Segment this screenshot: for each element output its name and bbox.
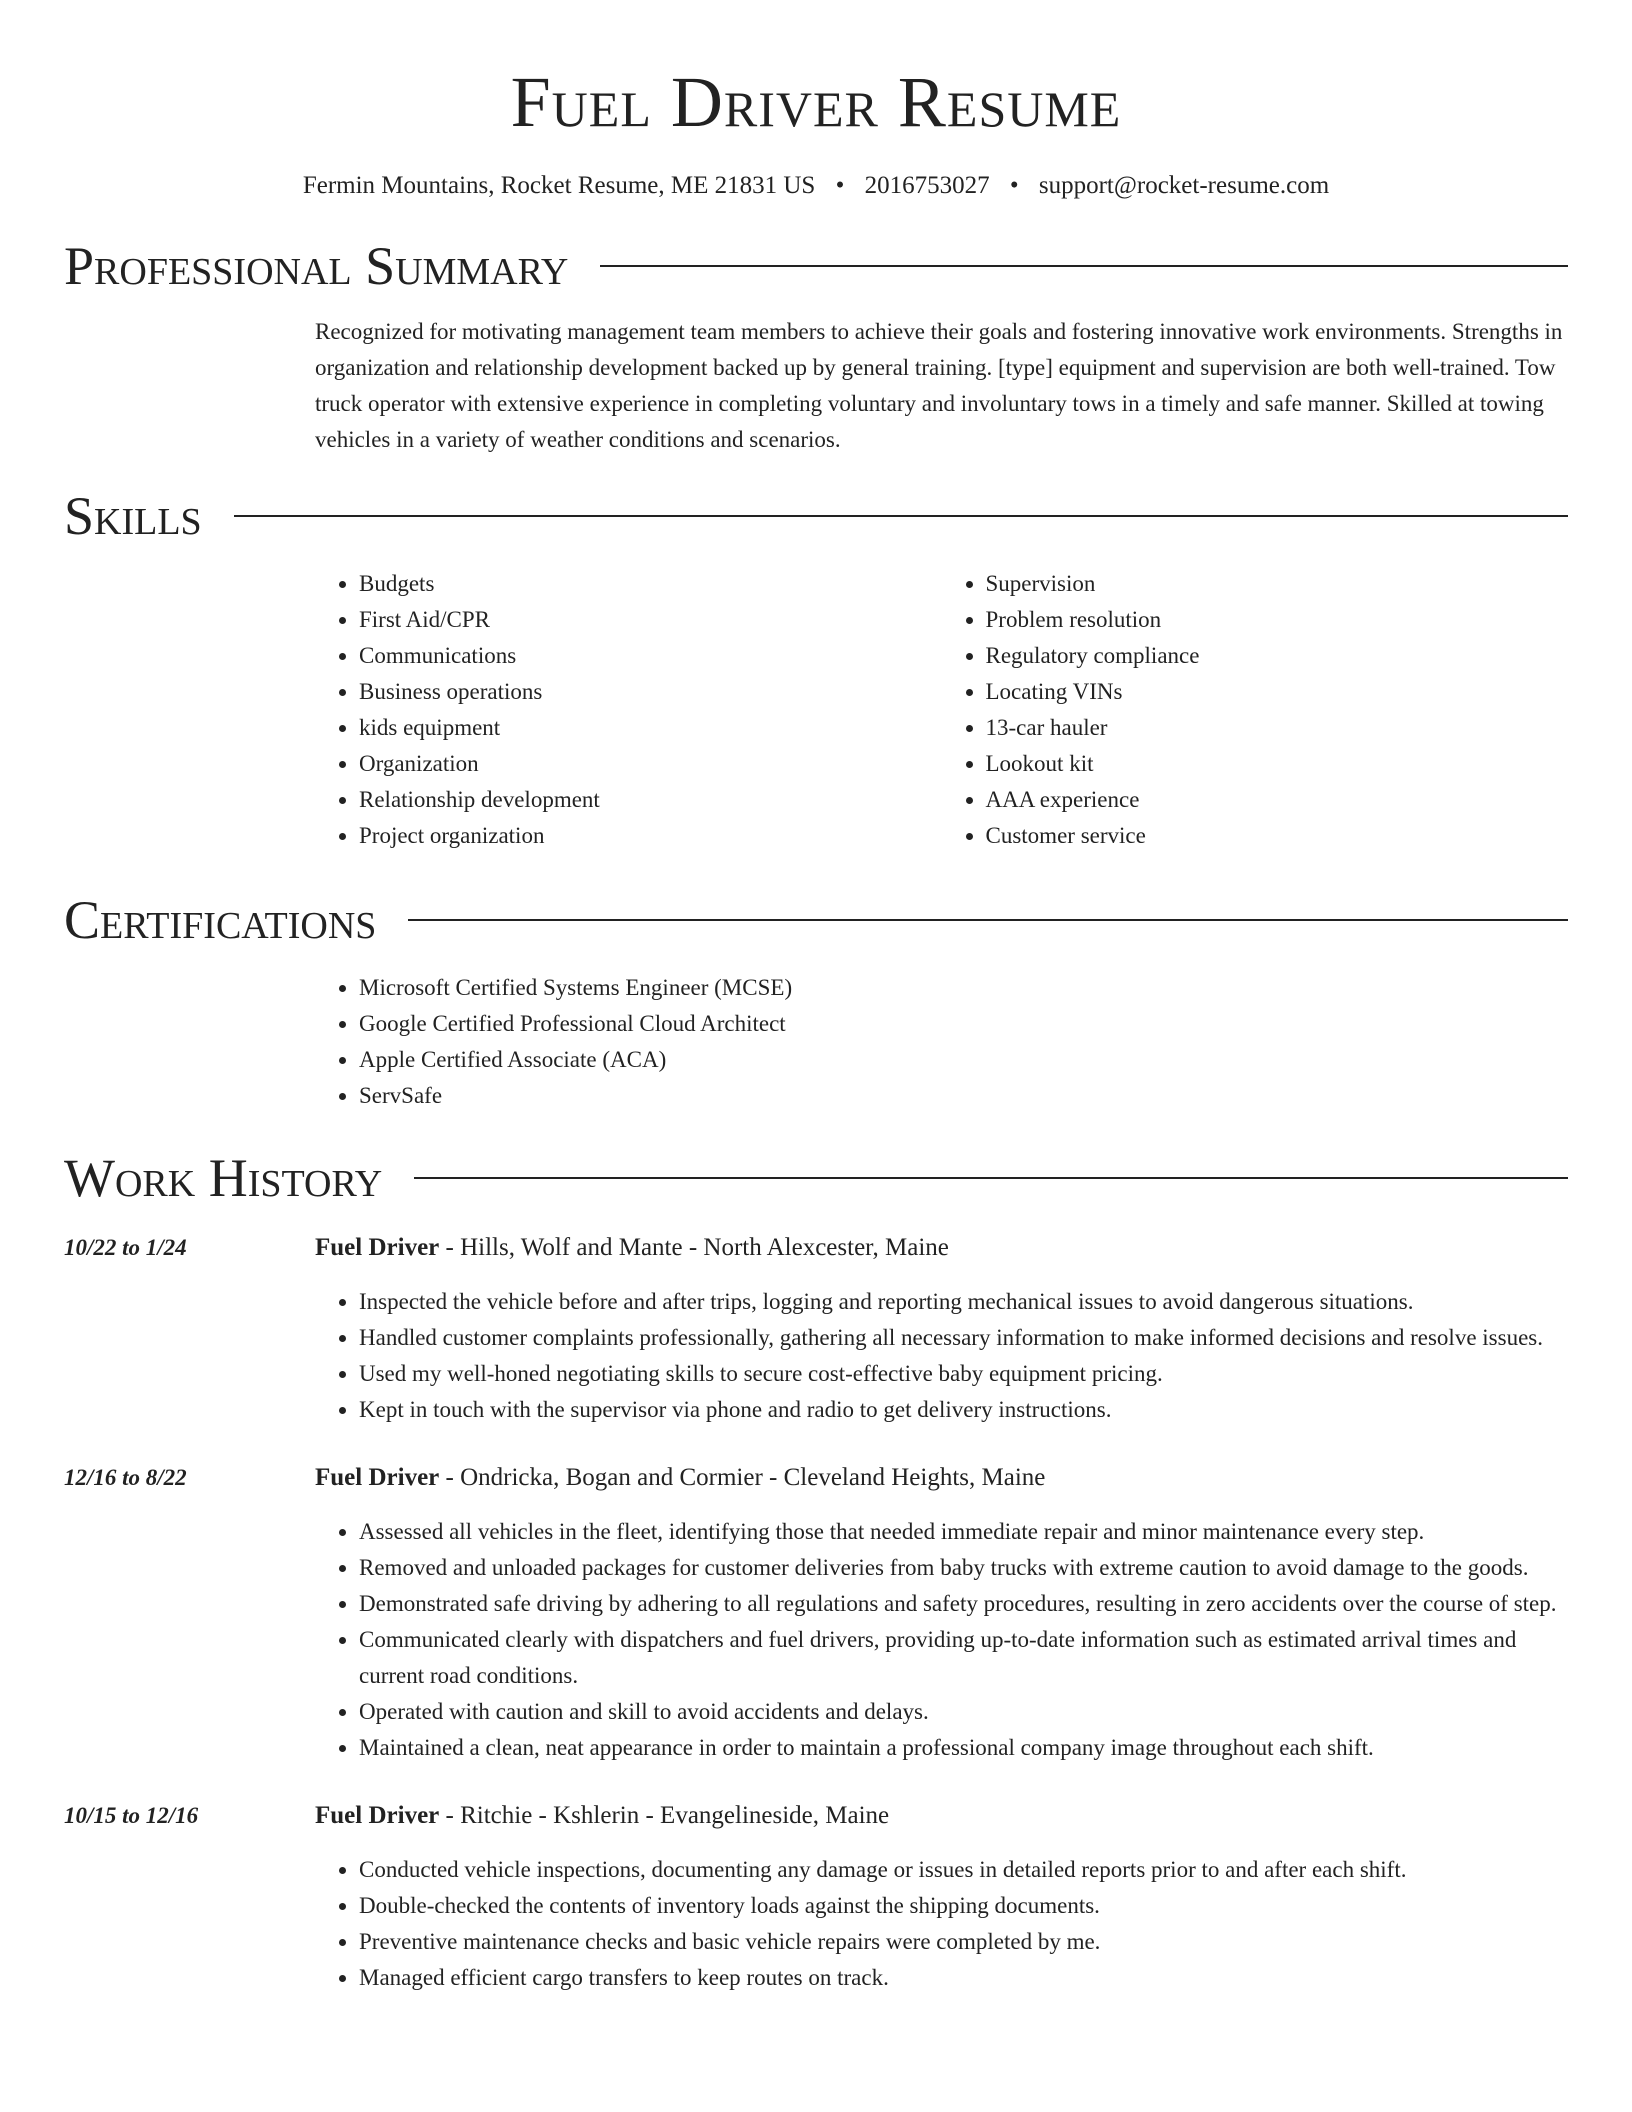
skill-item: • Organization	[359, 746, 942, 782]
skills-list-left	[315, 566, 942, 854]
job-role: Fuel Driver	[315, 1234, 440, 1261]
skill-item: • Problem resolution	[986, 602, 1569, 638]
job-entry	[64, 1460, 1568, 1766]
job-bullet: • Double-checked the contents of inventory loads against the shipping documents.	[359, 1888, 1568, 1924]
job-bullet: • Operated with caution and skill to avoid accidents and delays.	[359, 1694, 1568, 1730]
job-bullet: • Handled customer complaints professionally, gathering all necessary information to make informed decisions and resolve issues.	[359, 1320, 1568, 1356]
job-title-line	[315, 1798, 1568, 1834]
job-role: Fuel Driver	[315, 1802, 440, 1829]
skill-item: • AAA experience	[986, 782, 1569, 818]
job-title-line	[315, 1230, 1568, 1266]
skills-list-right	[942, 566, 1569, 854]
job-company: - Hills, Wolf and Mante - North Alexcester, Maine	[439, 1234, 949, 1261]
contact-separator: •	[835, 172, 845, 199]
job-company: - Ritchie - Kshlerin - Evangelineside, Maine	[439, 1802, 890, 1829]
job-bullet: • Used my well-honed negotiating skills to secure cost-effective baby equipment pricing.	[359, 1356, 1568, 1392]
job-bullet: • Kept in touch with the supervisor via phone and radio to get delivery instructions.	[359, 1392, 1568, 1428]
job-details	[315, 1798, 1568, 1996]
job-bullet: • Removed and unloaded packages for customer deliveries from baby trucks with extreme caution to avoid damage to the goods.	[359, 1550, 1568, 1586]
skills-columns	[315, 566, 1568, 854]
job-title-line	[315, 1460, 1568, 1496]
contact-email: support@rocket-resume.com	[1038, 172, 1330, 199]
job-bullet: • Maintained a clean, neat appearance in order to maintain a professional company image throughout each shift.	[359, 1730, 1568, 1766]
contact-separator: •	[1009, 172, 1019, 199]
job-bullet: • Managed efficient cargo transfers to keep routes on track.	[359, 1960, 1568, 1996]
certification-item: • Microsoft Certified Systems Engineer (MCSE)	[359, 970, 1568, 1006]
job-bullets	[315, 1852, 1568, 1996]
certification-item: • Apple Certified Associate (ACA)	[359, 1042, 1568, 1078]
skill-item: • Locating VINs	[986, 674, 1569, 710]
skill-item: • Relationship development	[359, 782, 942, 818]
contact-address: Fermin Mountains, Rocket Resume, ME 21831 US	[302, 172, 816, 199]
skill-item: • Project organization	[359, 818, 942, 854]
contact-line	[0, 170, 1632, 202]
job-bullets	[315, 1514, 1568, 1766]
skills-section-title: Skills	[64, 486, 202, 546]
job-details	[315, 1460, 1568, 1766]
contact-phone: 2016753027	[864, 172, 990, 199]
job-bullet: • Preventive maintenance checks and basic vehicle repairs were completed by me.	[359, 1924, 1568, 1960]
skill-item: • Budgets	[359, 566, 942, 602]
section-divider	[414, 1177, 1568, 1179]
section-divider	[408, 919, 1568, 921]
skill-item: • kids equipment	[359, 710, 942, 746]
job-bullet: • Inspected the vehicle before and after trips, logging and reporting mechanical issues to avoid dangerous situations.	[359, 1284, 1568, 1320]
work-section-header	[64, 1148, 1568, 1208]
skill-item: • Business operations	[359, 674, 942, 710]
summary-section-header	[64, 236, 1568, 296]
skill-item: • Lookout kit	[986, 746, 1569, 782]
job-bullet: • Demonstrated safe driving by adhering to all regulations and safety procedures, resulting in zero accidents over the course of step.	[359, 1586, 1568, 1622]
section-divider	[234, 515, 1568, 517]
certification-item: • ServSafe	[359, 1078, 1568, 1114]
job-details	[315, 1230, 1568, 1428]
summary-text: Recognized for motivating management team members to achieve their goals and fostering innovative work environments. Strengths in organization and relationship development backed up by general training. [type] equipment and supervision are both well-trained. Tow truck operator with extensive experience in completing voluntary and involuntary tows in a timely and safe manner. Skilled at towing vehicles in a variety of weather conditions and scenarios.	[315, 319, 1563, 452]
summary-section-title: Professional Summary	[64, 236, 569, 296]
job-bullet: • Assessed all vehicles in the fleet, identifying those that needed immediate repair and minor maintenance every step.	[359, 1514, 1568, 1550]
skills-section-header	[64, 486, 1568, 546]
job-dates: 10/22 to 1/24	[64, 1235, 187, 1260]
certification-item: • Google Certified Professional Cloud Architect	[359, 1006, 1568, 1042]
job-entry	[64, 1798, 1568, 1996]
job-bullet: • Communicated clearly with dispatchers and fuel drivers, providing up-to-date information such as estimated arrival times and current road conditions.	[359, 1622, 1568, 1694]
job-dates: 12/16 to 8/22	[64, 1465, 187, 1490]
work-section-title: Work History	[64, 1148, 383, 1208]
job-entry	[64, 1230, 1568, 1428]
job-bullets	[315, 1284, 1568, 1428]
job-role: Fuel Driver	[315, 1464, 440, 1491]
certifications-list	[315, 970, 1568, 1114]
certifications-section-title: Certifications	[64, 890, 377, 950]
skill-item: • Regulatory compliance	[986, 638, 1569, 674]
resume-title: Fuel Driver Resume	[510, 62, 1122, 142]
job-bullet: • Conducted vehicle inspections, documenting any damage or issues in detailed reports prior to and after each shift.	[359, 1852, 1568, 1888]
job-dates: 10/15 to 12/16	[64, 1803, 199, 1828]
skill-item: • 13-car hauler	[986, 710, 1569, 746]
skill-item: • Customer service	[986, 818, 1569, 854]
section-divider	[600, 265, 1568, 267]
skill-item: • First Aid/CPR	[359, 602, 942, 638]
skill-item: • Communications	[359, 638, 942, 674]
job-company: - Ondricka, Bogan and Cormier - Cleveland Heights, Maine	[439, 1464, 1046, 1491]
certifications-section-header	[64, 890, 1568, 950]
certifications-block	[315, 970, 1568, 1114]
skill-item: • Supervision	[986, 566, 1569, 602]
